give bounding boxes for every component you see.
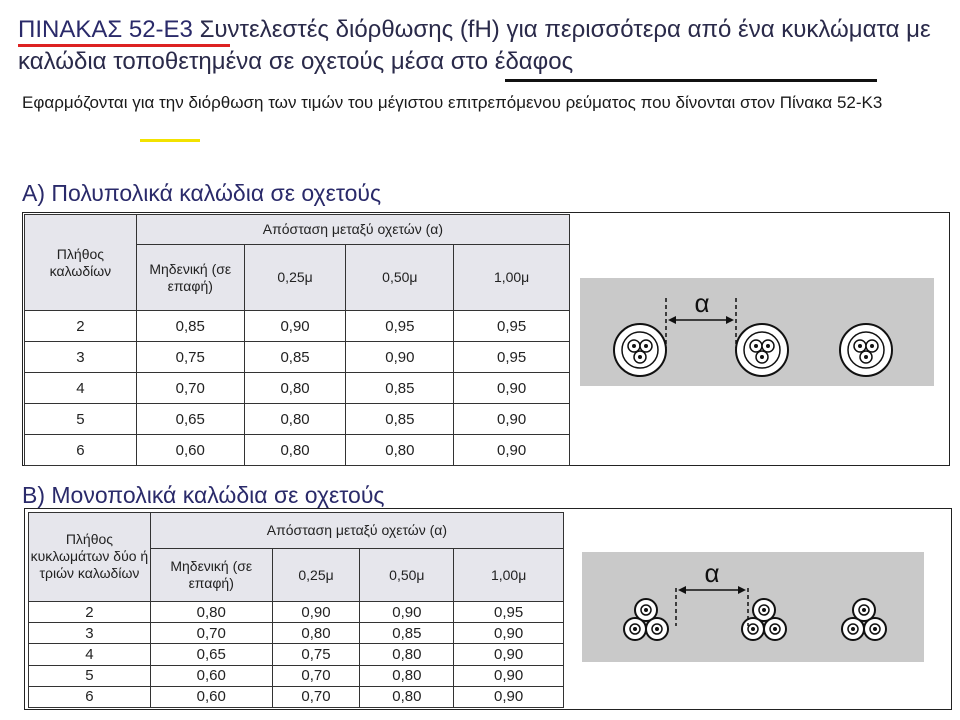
trefoil-ducts xyxy=(624,599,668,640)
col-header-100: 1,00μ xyxy=(454,245,570,311)
factor-cell: 0,70 xyxy=(272,686,360,707)
col-header-025: 0,25μ xyxy=(272,549,360,602)
factor-cell: 0,80 xyxy=(244,373,346,404)
section-b-title: Β) Μονοπολικά καλώδια σε οχετούς xyxy=(22,482,385,508)
col-header-050: 0,50μ xyxy=(360,549,454,602)
factor-cell: 0,95 xyxy=(454,342,570,373)
section-a-table xyxy=(24,214,570,466)
table-row xyxy=(25,342,570,373)
section-b-table xyxy=(28,512,564,708)
group-header: Απόσταση μεταξύ οχετών (α) xyxy=(150,513,563,549)
factor-cell: 0,95 xyxy=(454,311,570,342)
factor-cell: 0,60 xyxy=(150,686,272,707)
title-text: Συντελεστές διόρθωσης (fH) για περισσότερα από ένα κυκλώματα με καλώδια τοποθετημένα xyxy=(18,16,931,75)
trefoil-ducts xyxy=(842,599,886,640)
factor-cell: 0,90 xyxy=(454,644,564,665)
factor-cell: 0,85 xyxy=(346,404,454,435)
factor-cell: 0,90 xyxy=(244,311,346,342)
table-row xyxy=(29,665,564,686)
section-b-diagram xyxy=(582,552,924,662)
col-header-zero: Μηδενική (σε επαφή) xyxy=(150,549,272,602)
factor-cell: 0,80 xyxy=(244,404,346,435)
count-cell: 2 xyxy=(25,311,137,342)
count-cell: 3 xyxy=(25,342,137,373)
col-header-025: 0,25μ xyxy=(244,245,346,311)
table-row xyxy=(29,623,564,644)
table-row xyxy=(25,311,570,342)
factor-cell: 0,85 xyxy=(346,373,454,404)
factor-cell: 0,90 xyxy=(454,623,564,644)
col-header-100: 1,00μ xyxy=(454,549,564,602)
group-header: Απόσταση μεταξύ οχετών (α) xyxy=(136,215,569,245)
single-core-ducts-diagram xyxy=(582,552,924,662)
factor-cell: 0,90 xyxy=(454,665,564,686)
factor-cell: 0,85 xyxy=(360,623,454,644)
table-row xyxy=(29,686,564,707)
count-cell: 4 xyxy=(29,644,151,665)
subtitle-text: Εφαρμόζονται για την διόρθωση των τιμών του μέγιστου επιτρεπόμενου ρεύματος που δίνονται στον Πίνακα xyxy=(22,93,837,112)
factor-cell: 0,85 xyxy=(244,342,346,373)
factor-cell: 0,60 xyxy=(136,435,244,466)
factor-cell: 0,80 xyxy=(272,623,360,644)
factor-cell: 0,90 xyxy=(360,601,454,622)
col-header-zero: Μηδενική (σε επαφή) xyxy=(136,245,244,311)
col-header-050: 0,50μ xyxy=(346,245,454,311)
factor-cell: 0,75 xyxy=(136,342,244,373)
factor-cell: 0,80 xyxy=(150,601,272,622)
factor-cell: 0,90 xyxy=(454,435,570,466)
emphasis-underline xyxy=(505,79,877,82)
factor-cell: 0,85 xyxy=(136,311,244,342)
count-cell: 6 xyxy=(29,686,151,707)
section-a-diagram xyxy=(580,278,934,386)
factor-cell: 0,80 xyxy=(360,644,454,665)
factor-cell: 0,95 xyxy=(454,601,564,622)
factor-cell: 0,90 xyxy=(346,342,454,373)
duct-multicore xyxy=(736,324,788,376)
factor-cell: 0,80 xyxy=(360,665,454,686)
factor-cell: 0,90 xyxy=(272,601,360,622)
factor-cell: 0,70 xyxy=(136,373,244,404)
table-row xyxy=(29,601,564,622)
count-cell: 5 xyxy=(29,665,151,686)
count-cell: 6 xyxy=(25,435,137,466)
row-header: Πλήθος καλωδίων xyxy=(25,215,137,311)
table-row xyxy=(25,373,570,404)
multicore-ducts-diagram xyxy=(580,278,934,386)
factor-cell: 0,90 xyxy=(454,373,570,404)
section-a-title: Α) Πολυπολικά καλώδια σε οχετούς xyxy=(22,180,382,206)
count-cell: 4 xyxy=(25,373,137,404)
factor-cell: 0,80 xyxy=(346,435,454,466)
reference-underline xyxy=(140,139,200,142)
factor-cell: 0,60 xyxy=(150,665,272,686)
subtitle xyxy=(22,90,932,115)
factor-cell: 0,80 xyxy=(244,435,346,466)
count-cell: 3 xyxy=(29,623,151,644)
subtitle-reference: 52-Κ3 xyxy=(836,93,883,112)
table-code: ΠΙΝΑΚΑΣ 52-Ε3 xyxy=(18,16,193,43)
table-row xyxy=(29,644,564,665)
factor-cell: 0,70 xyxy=(272,665,360,686)
table-code-underline xyxy=(18,44,230,47)
distance-label: α xyxy=(694,288,710,318)
factor-cell: 0,90 xyxy=(454,686,564,707)
factor-cell: 0,65 xyxy=(150,644,272,665)
count-cell: 5 xyxy=(25,404,137,435)
count-cell: 2 xyxy=(29,601,151,622)
table-row xyxy=(25,404,570,435)
factor-cell: 0,95 xyxy=(346,311,454,342)
row-header: Πλήθος κυκλωμάτων δύο ή τριών καλωδίων xyxy=(29,513,151,602)
distance-label: α xyxy=(704,558,720,588)
duct-multicore xyxy=(840,324,892,376)
factor-cell: 0,90 xyxy=(454,404,570,435)
factor-cell: 0,70 xyxy=(150,623,272,644)
factor-cell: 0,65 xyxy=(136,404,244,435)
factor-cell: 0,75 xyxy=(272,644,360,665)
title-emphasis: σε οχετούς μέσα στο έδαφος xyxy=(268,48,574,75)
factor-cell: 0,80 xyxy=(360,686,454,707)
table-row xyxy=(25,435,570,466)
duct-multicore xyxy=(614,324,666,376)
